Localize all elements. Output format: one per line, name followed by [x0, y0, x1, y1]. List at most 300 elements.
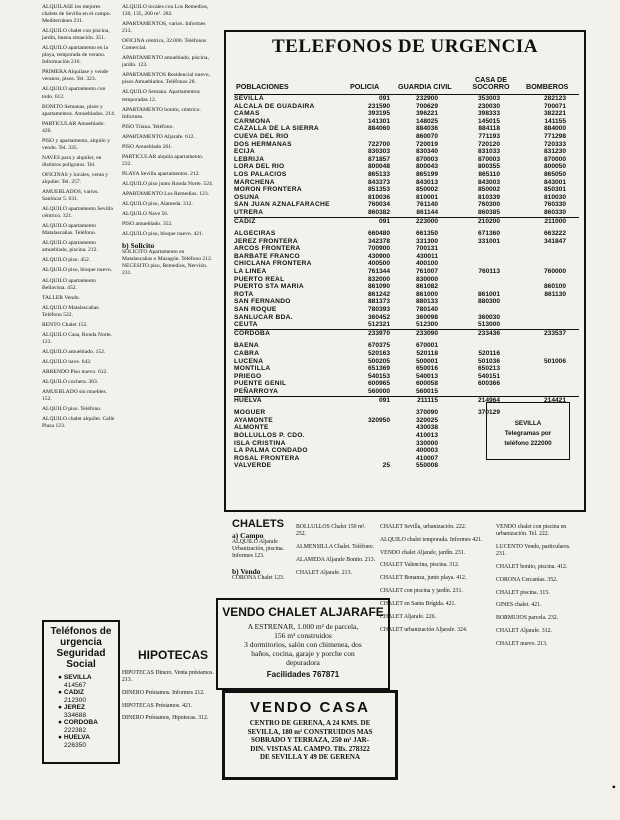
guardia-civil-number: 700629 [415, 102, 438, 110]
policia-number: 651369 [367, 365, 390, 373]
classified-ad: CHALET Aljarafe. 213. [296, 569, 352, 576]
urgency-row [234, 380, 579, 388]
bomberos-number: 141155 [544, 117, 566, 125]
casa-socorro-number: 210200 [477, 217, 500, 225]
classified-ad: PLAYA Sevilla apartamentos. 212. [122, 170, 200, 177]
casa-socorro-number: 720120 [477, 140, 500, 148]
classified-ad: ALQUILO piso, bloque nuevo. [42, 267, 113, 274]
header-casa-socorro: CASA DE SOCORRO [472, 75, 510, 91]
urgency-row [234, 283, 579, 291]
guardia-civil-number: 861144 [416, 208, 438, 216]
classified-ad: PISO Amueblado 261. [122, 143, 173, 150]
casa-socorro-number: 600366 [477, 380, 500, 388]
ad-line: 3 dormitorios, salón con chimenea, dos [244, 640, 362, 649]
classified-ad: PISO amueblado. 352. [122, 221, 173, 228]
bomberos-number: 771298 [543, 132, 566, 140]
classified-ad: APARTAMENTO Aljarafe. 612. [122, 133, 195, 140]
guardia-civil-number: 860070 [415, 132, 438, 140]
guardia-civil-number: 661350 [415, 230, 438, 238]
guardia-civil-number: 865199 [415, 170, 438, 178]
bomberos-number: 282123 [543, 95, 566, 102]
city-name: CORDOBA [63, 719, 98, 726]
classified-ad: PARTICULAR Amueblado. 426. [42, 120, 105, 134]
bomberos-number: 850301 [543, 186, 566, 194]
urgency-row [234, 314, 579, 322]
classified-ad: TALLER Vendo. [42, 294, 80, 301]
casa-socorro-number: 671360 [477, 230, 500, 238]
town-name: MARCHENA [234, 178, 275, 186]
town-name: SAN ROQUE [234, 306, 277, 314]
bomberos-number: 760000 [543, 268, 566, 276]
city-phone: 222382 [64, 726, 87, 734]
classified-ad: ALQUILO amueblado. 152. [42, 348, 106, 355]
bomberos-number: 861130 [544, 290, 566, 298]
guardia-civil-number: 870003 [415, 155, 438, 163]
city-label: ● SEVILLA [58, 674, 92, 681]
ad-line: SEVILLA, 180 m² CONSTRUIDOS MAS [247, 727, 373, 736]
chalets-b-title: b) Vendo [232, 567, 261, 576]
guardia-civil-number: 800043 [415, 163, 438, 171]
town-name: BAENA [234, 342, 259, 350]
guardia-civil-number: 884036 [415, 125, 438, 133]
city-name: CADIZ [63, 689, 84, 696]
bomberos-number: 870000 [543, 155, 566, 163]
policia-number: 861090 [367, 283, 390, 291]
sevbox-line-1: SEVILLA [514, 420, 542, 427]
ad-line: baños, cocina, garaje y porche con [251, 649, 355, 658]
casa-socorro-number: 843003 [477, 178, 500, 186]
classified-ad: CHALET Aljarafe. 312. [496, 628, 552, 635]
classified-ad: ALQUILO Casa, Ronda Norte. 123. [42, 331, 113, 345]
chalets-campo [232, 532, 294, 582]
guardia-civil-number: 233090 [415, 329, 438, 337]
policia-number: 670375 [367, 342, 390, 350]
town-name: ISLA CRISTINA [234, 439, 286, 447]
classified-ad: CHALET con piscina y jardín. 231. [380, 588, 463, 595]
sevbox-line-3: teléfono 222000 [504, 440, 552, 447]
town-name: LOS PALACIOS [234, 170, 287, 178]
policia-number: 881373 [367, 298, 390, 306]
vendo-chalet-phone: Facilidades 767871 [266, 670, 340, 679]
casa-socorro-number: 850002 [477, 186, 500, 194]
town-name: MONTILLA [234, 365, 271, 373]
urgency-row [234, 298, 579, 306]
classified-ad: BONITO Semanas, pisos y apartamentos. Amueblados. 214. [42, 103, 116, 117]
urgency-row [234, 329, 579, 338]
policia-number: 660480 [367, 230, 390, 238]
guardia-civil-number: 223000 [415, 217, 438, 225]
guardia-civil-number: 830000 [415, 275, 438, 283]
town-name: CEUTA [234, 321, 258, 329]
guardia-civil-number: 410013 [415, 431, 438, 439]
guardia-civil-number: 810001 [415, 193, 438, 201]
vendo-casa-body [225, 719, 395, 762]
classified-ad: HIPOTECAS Dinero. Venta préstamos. 213. [122, 669, 214, 683]
guardia-civil-number: 861082 [415, 283, 438, 291]
hipotecas-ads [122, 664, 214, 726]
vendo-chalet-title: VENDO CHALET ALJARAFE [222, 605, 384, 619]
classified-ad: ALQUILO nave. 642. [42, 358, 92, 365]
guardia-civil-number: 330000 [415, 439, 438, 447]
ad-line: 156 m² construidos [274, 631, 332, 640]
bomberos-number: 831230 [543, 148, 566, 156]
policia-number: 843373 [367, 178, 390, 186]
classified-ad: ALQUILO chalet alquiler. Calle Plaza 123. [42, 416, 115, 430]
classified-ad: CORONA Cercanías. 352. [496, 576, 558, 583]
page-dot: • [611, 780, 616, 794]
town-name: CAMAS [234, 110, 260, 118]
town-name: LA PALMA CONDADO [234, 447, 308, 455]
city-label: ● HUELVA [58, 734, 90, 741]
guardia-civil-number: 600058 [415, 380, 438, 388]
guardia-civil-number: 830340 [415, 148, 438, 156]
town-name: SAN JUAN AZNALFARACHE [234, 201, 330, 209]
policia-number: 342378 [367, 237, 390, 245]
sevilla-telegram-box [486, 402, 570, 460]
policia-number: 761344 [367, 268, 390, 276]
seguridad-social-title: Teléfonos de urgencia Seguridad Social [50, 626, 112, 670]
town-name: PRIEGO [234, 372, 262, 380]
bomberos-number: 700071 [543, 102, 566, 110]
guardia-civil-number: 232900 [415, 95, 438, 102]
classified-ad: ALMENSILLA Chalet. Teléfono. [296, 543, 375, 550]
urgency-row [234, 110, 579, 118]
guardia-civil-number: 670001 [415, 342, 438, 350]
classified-ad: ALQUILO piso, bloque nuevo. 421. [122, 231, 204, 238]
seguridad-social-box [42, 620, 120, 764]
policia-number: 393195 [367, 110, 390, 118]
urgency-phones-box [224, 30, 586, 512]
bomberos-number: 800050 [543, 163, 566, 171]
policia-number: 851353 [367, 186, 390, 194]
classified-ad: NECESITO piso, Remedios, Nervión. 231. [122, 263, 208, 277]
policia-number: 320950 [367, 416, 390, 424]
classified-ad: ALQUILO cochera. 363. [42, 379, 99, 386]
policia-number: 560000 [367, 387, 390, 395]
urgency-row [234, 358, 579, 366]
policia-number: 091 [378, 217, 390, 225]
classified-ad: ALQUILO apartamento con todo. 612. [42, 86, 106, 100]
classified-ad: ALQUILO Nave 56. [122, 211, 169, 218]
casa-socorro-number: 370129 [477, 409, 500, 417]
city-phone: 226350 [64, 741, 87, 749]
classified-ad: CHALET Valencina, piscina. 312. [380, 562, 460, 569]
casa-socorro-number: 233436 [477, 329, 500, 337]
classified-ad: GINES chalet. 421. [496, 602, 542, 609]
vendo-chalet-body [218, 622, 388, 667]
urgency-row [234, 462, 579, 470]
casa-socorro-number: 860385 [477, 208, 500, 216]
header-poblaciones: POBLACIONES [236, 82, 289, 91]
urgency-row [234, 179, 579, 187]
guardia-civil-number: 430038 [415, 424, 438, 432]
town-name: CUEVA DEL RIO [234, 132, 289, 140]
classified-ad: AMUEBLADOS, varios. Sanlúcar 5. 631. [42, 189, 99, 203]
classified-ad: ARRENDO Piso nuevo. 612. [42, 368, 108, 375]
ad-line: depuradora [286, 658, 320, 667]
classified-ad: CHALET bonito, piscina. 412. [496, 563, 568, 570]
casa-socorro-number: 800355 [477, 163, 500, 171]
guardia-civil-number: 410007 [415, 454, 438, 462]
ad-line: DE SEVILLA Y 49 DE GERENA [259, 753, 361, 762]
casa-socorro-number: 870003 [477, 155, 500, 163]
classified-ad: ALQUILO piso. 452. [42, 257, 91, 264]
ad-line: SOBRADO Y TERRAZA, 250 m² JAR- [250, 736, 370, 745]
urgency-row [234, 186, 579, 194]
city-phone: 334688 [64, 711, 87, 719]
bomberos-number: 843001 [543, 178, 566, 186]
classified-ad: ALQUILASE los mejores chalets de Sevilla en el campo. Mediterráneo 231. [42, 4, 111, 25]
policia-number: 860382 [367, 208, 390, 216]
classified-ad: CHALET nuevo. 213. [496, 641, 548, 648]
classified-ad: HIPOTECAS Préstamos. 421. [122, 702, 193, 709]
guardia-civil-number: 370090 [415, 409, 438, 417]
casa-socorro-number: 650213 [477, 365, 500, 373]
town-name: SAN FERNANDO [234, 298, 291, 306]
policia-number: 233970 [367, 329, 390, 337]
casa-socorro-number: 760300 [477, 201, 500, 209]
hipotecas-heading: HIPOTECAS [138, 648, 209, 662]
town-name: LEBRIJA [234, 155, 265, 163]
town-name: CABRA [234, 350, 260, 357]
urgency-row [234, 217, 579, 226]
chalets-far-right-ads [496, 518, 582, 652]
casa-socorro-number: 760113 [478, 268, 500, 276]
classified-ad: ALQUILO apartamento Matalascañas. Teléfono. [42, 223, 97, 237]
urgency-row [234, 141, 579, 149]
town-name: BARBATE FRANCO [234, 252, 300, 260]
classified-ad: OFICINA céntrica, 32.000. Teléfonos Comercial. [122, 38, 207, 52]
urgency-row [234, 171, 579, 179]
urgency-row [234, 245, 579, 253]
city-name: SEVILLA [63, 674, 92, 681]
policia-number: 25 [382, 462, 390, 470]
guardia-civil-number: 430011 [416, 252, 438, 260]
bomberos-number: 341847 [543, 237, 566, 245]
town-name: VALVERDE [234, 462, 272, 470]
town-name: AYAMONTE [234, 416, 273, 424]
city-name: HUELVA [63, 734, 90, 741]
town-name: ALMONTE [234, 424, 269, 432]
guardia-civil-number: 720019 [415, 140, 438, 148]
seguridad-social-list [58, 674, 118, 749]
vendo-casa-ad [222, 690, 398, 780]
urgency-row [234, 260, 579, 268]
vendo-chalet-ad [216, 598, 390, 690]
classified-ad: APARTAMENTO amueblado, piscina, jardín. 123. [122, 55, 209, 69]
city-label: ● CADIZ [58, 689, 84, 696]
classified-ad: ALQUILO apartamento Sevilla céntrico. 321. [42, 206, 113, 220]
urgency-row [234, 365, 579, 373]
casa-socorro-number: 540151 [477, 372, 500, 380]
policia-number: 810036 [367, 193, 390, 201]
chalets-mid-ads [296, 518, 376, 581]
town-name: DOS HERMANAS [234, 140, 292, 148]
chalets-a-title: a) Campo [232, 531, 264, 540]
town-name: BOLLULLOS P. CDO. [234, 431, 305, 439]
casa-socorro-number: 145015 [477, 117, 500, 125]
classified-ad: APARTAMENTO bonito, céntrico. Informes. [122, 106, 201, 120]
urgency-row [234, 125, 579, 133]
town-name: CADIZ [234, 217, 256, 225]
urgency-row [234, 94, 579, 103]
guardia-civil-number: 360098 [415, 313, 438, 321]
casa-socorro-number: 865110 [478, 170, 500, 178]
guardia-civil-number: 761007 [415, 268, 438, 276]
classified-ad: SOLICITO Apartamento en Matalascañas o Mazagón. Teléfono 212. [122, 249, 213, 263]
policia-number: 512321 [367, 321, 390, 329]
town-name: ALGECIRAS [234, 230, 276, 238]
urgency-row [234, 209, 579, 217]
town-name: LORA DEL RIO [234, 163, 285, 171]
casa-socorro-number: 353003 [477, 95, 500, 102]
casa-socorro-number: 884118 [478, 125, 500, 133]
guardia-civil-number: 780140 [415, 306, 438, 314]
town-name: ALCALA DE GUADAIRA [234, 102, 315, 110]
urgency-row [234, 321, 579, 329]
chalets-a-text: ALQUILO Aljarafe Urbanización, piscina. Informes 123. [232, 539, 284, 559]
guardia-civil-number: 520118 [416, 350, 438, 357]
town-name: CORDOBA [234, 329, 271, 337]
classified-ad: ALAMEDA Aljarafe Bonito. 213. [296, 556, 376, 563]
chalets-heading: CHALETS [232, 518, 284, 530]
classified-ad: VENDO chalet Aljarafe, jardín. 231. [380, 549, 466, 556]
header-policia: POLICIA [350, 82, 380, 91]
policia-number: 091 [378, 396, 390, 404]
town-name: CHICLANA FRONTERA [234, 260, 312, 268]
urgency-row [234, 373, 579, 381]
classified-ad: PISO Triana. Teléfono. [122, 123, 174, 130]
classified-ad: ALQUILO apartamento en la playa, temporada de verano. Información 216. [42, 45, 109, 66]
middle-classifieds-column [122, 4, 214, 277]
town-name: LUCENA [234, 357, 264, 365]
urgency-row [234, 163, 579, 171]
guardia-civil-number: 512300 [415, 321, 438, 329]
town-name: OSUNA [234, 193, 260, 201]
policia-number: 780393 [367, 306, 390, 314]
urgency-row [234, 133, 579, 141]
urgency-row [234, 268, 579, 276]
classified-ad: PISO y apartamento, alquilo y vendo. Tel. 335. [42, 137, 110, 151]
policia-number: 871857 [367, 155, 390, 163]
classified-ad: VENDO chalet con piscina en urbanización. Tel. 222. [496, 523, 567, 537]
sevbox-line-2: Telegramas por [504, 430, 552, 437]
classified-ad: CHALET en Santa Brígida. 421. [380, 601, 456, 608]
classified-ad: APARTAMENTO Los Remedios. 123. [122, 190, 210, 197]
guardia-civil-number: 396221 [415, 110, 438, 118]
bomberos-number: 214421 [543, 396, 566, 404]
policia-number: 884060 [367, 125, 390, 133]
bomberos-number: 211000 [544, 217, 566, 225]
casa-socorro-number: 331001 [477, 237, 500, 245]
header-guardia-civil: GUARDIA CIVIL [398, 82, 452, 91]
guardia-civil-number: 540013 [415, 372, 438, 380]
town-name: ECIJA [234, 148, 255, 156]
town-name: CARMONA [234, 117, 271, 125]
bomberos-number: 720333 [543, 140, 566, 148]
urgency-row [234, 194, 579, 202]
urgency-row [234, 238, 579, 246]
policia-number: 520163 [367, 350, 390, 357]
bomberos-number: 865050 [543, 170, 566, 178]
urgency-row [234, 230, 579, 238]
casa-socorro-number: 520116 [478, 350, 500, 357]
town-name: LA LINEA [234, 268, 267, 276]
city-phone: 212300 [64, 696, 87, 704]
ad-line: CENTRO DE GERENA, A 24 KMS. DE [249, 719, 371, 727]
city-label: ● CORDOBA [58, 719, 98, 726]
guardia-civil-number: 331300 [415, 237, 438, 245]
classified-ad: CHALET piscina. 315. [496, 589, 550, 596]
policia-number: 722700 [367, 140, 390, 148]
classified-ad: APARTAMENTOS Residencial nuevo, pisos Amueblados. Teléfonos 28. [122, 72, 210, 86]
town-name: HUELVA [234, 396, 262, 404]
classified-ad: AMUEBLADO sin muebles. 152. [42, 389, 108, 403]
classified-ad: ALQUILO piso, Alameda. 312. [122, 201, 193, 208]
town-name: PUERTO STA MARIA [234, 283, 304, 291]
policia-number: 231590 [367, 102, 390, 110]
bomberos-number: 233537 [543, 329, 566, 337]
policia-number: 091 [378, 95, 390, 102]
town-name: PEÑARROYA [234, 387, 279, 395]
urgency-row [234, 103, 579, 111]
bomberos-number: 810030 [543, 193, 566, 201]
city-phone: 414567 [64, 681, 87, 689]
header-bomberos: BOMBEROS [526, 82, 569, 91]
guardia-civil-number: 560015 [415, 387, 438, 395]
guardia-civil-number: 761140 [416, 201, 438, 209]
guardia-civil-number: 700131 [415, 245, 438, 253]
policia-number: 600965 [367, 380, 390, 388]
guardia-civil-number: 320025 [415, 416, 438, 424]
classified-ad: ALQUILO Matalascañas. Teléfono 522. [42, 304, 100, 318]
casa-socorro-number: 810339 [477, 193, 500, 201]
classified-ad: ALQUILO piso junto Ronda Norte. 524. [122, 180, 214, 187]
chalets-right-ads [380, 518, 492, 638]
urgency-row [234, 306, 579, 314]
casa-socorro-number: 861001 [477, 290, 500, 298]
bomberos-number: 860330 [543, 208, 566, 216]
policia-number: 430900 [367, 252, 390, 260]
policia-number: 540153 [367, 372, 390, 380]
casa-socorro-number: 214964 [477, 396, 500, 404]
section-subheading: b) Solicito [122, 241, 155, 251]
classified-ad: APARTAMENTOS, varios. Informes 213. [122, 21, 206, 35]
urgency-row [234, 291, 579, 299]
urgency-row [234, 253, 579, 261]
guardia-civil-number: 550008 [415, 462, 438, 470]
town-name: UTRERA [234, 208, 264, 216]
classified-ad: ALQUILO apartamento amueblado, piscina. 212. [42, 240, 98, 254]
bomberos-number: 663222 [543, 230, 566, 238]
casa-socorro-number: 501036 [477, 357, 500, 365]
left-classifieds-column [42, 4, 116, 433]
classified-ad: ALQUILO chalet temporada. Informes 421. [380, 536, 483, 543]
urgency-title: TELEFONOS DE URGENCIA [272, 36, 538, 57]
guardia-civil-number: 400100 [415, 260, 438, 268]
classified-ad: RENTO Chalet 152. [42, 321, 88, 328]
policia-number: 700900 [367, 245, 390, 253]
urgency-row [234, 276, 579, 284]
casa-socorro-number: 513000 [477, 321, 500, 329]
town-name: MORON FRONTERA [234, 186, 302, 194]
town-name: MOGUER [234, 409, 266, 417]
classified-ad: PARTICULAR alquila apartamento. 232. [122, 153, 204, 167]
classified-ad: CHALET Sevilla, urbanización. 222. [380, 523, 467, 530]
urgency-row [234, 118, 579, 126]
classified-ad: BORMUJOS parcela. 232. [496, 615, 559, 622]
policia-number: 865133 [367, 170, 390, 178]
